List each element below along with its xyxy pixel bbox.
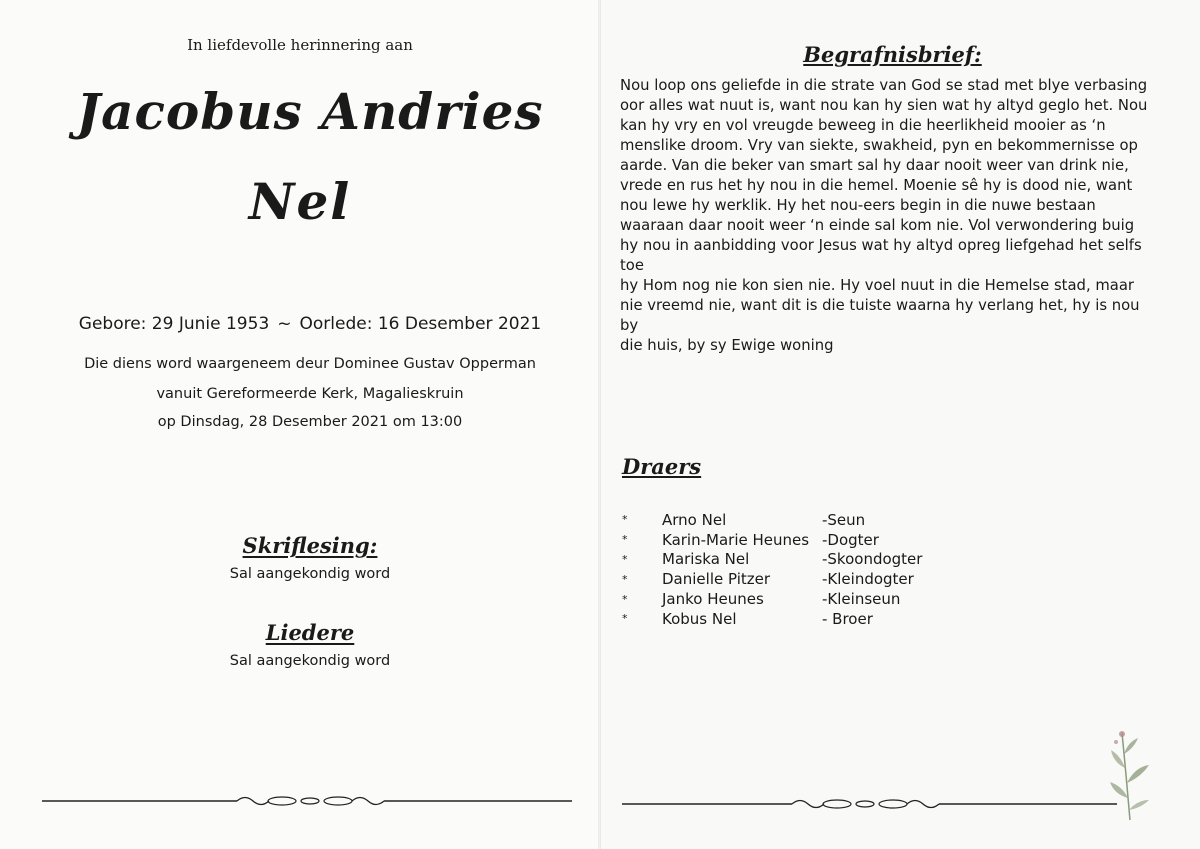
bearer-name: Arno Nel [662, 510, 727, 529]
bearer-name: Janko Heunes [662, 590, 764, 609]
deceased-surname: Nel [248, 172, 352, 231]
bearer-relation: -Kleindogter [822, 570, 914, 589]
list-item [618, 569, 922, 589]
service-church: vanuit Gereformeerde Kerk, Magalieskruin [156, 386, 464, 402]
list-item [618, 510, 922, 530]
service-officiant: Die diens word waargeneem deur Dominee Gustav Opperman [84, 356, 536, 372]
ornament-divider-left [42, 791, 572, 811]
letter-line: Nou loop ons geliefde in die strate van God se stad met blye verbasing [620, 77, 1148, 94]
letter-line: nie vreemd nie, want dit is die tuiste waarna hy verlang het, hy is nou by [620, 297, 1140, 334]
bullet: * [622, 513, 628, 527]
letter-line: kan hy vry en vol vreugde beweeg in die heerlikheid mooier as ‘n [620, 117, 1106, 134]
bearer-name: Karin-Marie Heunes [662, 530, 810, 549]
life-dates [0, 314, 620, 334]
funeral-letter [620, 76, 1155, 356]
deceased-first-names: Jacobus Andries [76, 82, 544, 141]
letter-heading: Begrafnisbrief: [803, 42, 982, 67]
list-item [618, 550, 922, 570]
scripture-value: Sal aangekondig word [229, 566, 391, 582]
bearer-relation: -Skoondogter [822, 550, 923, 569]
bearer-relation: -Dogter [822, 530, 879, 549]
bullet: * [622, 612, 628, 626]
service-datetime: op Dinsdag, 28 Desember 2021 om 13:00 [157, 414, 463, 430]
letter-line: waaraan daar nooit weer ‘n einde sal kom nie. Vol verwondering buig [620, 217, 1135, 234]
letter-line: die huis, by sy Ewige woning [620, 337, 834, 354]
letter-line: menslike droom. Vry van siekte, swakheid, pyn en bekommernisse op [620, 137, 1138, 154]
bearers-list [618, 510, 922, 629]
bearer-relation: -Kleinseun [822, 590, 901, 609]
dedication-text: In liefdevolle herinnering aan [187, 36, 413, 54]
bearer-name: Danielle Pitzer [662, 570, 771, 589]
bearer-name: Mariska Nel [662, 550, 750, 569]
ornament-divider-right [622, 794, 1117, 814]
list-item [618, 530, 922, 550]
letter-line: nou lewe hy werklik. Hy het nou-eers begin in die nuwe bestaan [620, 197, 1096, 214]
letter-line: oor alles wat nuut is, want nou kan hy sien wat hy altyd geglo het. Nou [620, 97, 1148, 114]
list-item [618, 609, 922, 629]
songs-value: Sal aangekondig word [229, 653, 391, 669]
birth-date: Gebore: 29 Junie 1953 [78, 314, 270, 334]
bearers-heading: Draers [622, 454, 702, 479]
letter-line: aarde. Van die beker van smart sal hy daar nooit weer van drink nie, [620, 157, 1129, 174]
bullet: * [622, 572, 628, 586]
bullet: * [622, 533, 628, 547]
bullet: * [622, 592, 628, 606]
date-separator: ~ [277, 314, 292, 334]
scripture-heading: Skriflesing: [242, 533, 378, 558]
bearer-relation: - Broer [822, 609, 873, 628]
songs-heading: Liedere [265, 620, 355, 645]
letter-line: vrede en rus het hy nou in die hemel. Moenie sê hy is dood nie, want [620, 177, 1133, 194]
list-item [618, 589, 922, 609]
letter-line: hy nou in aanbidding voor Jesus wat hy altyd opreg liefgehad het selfs toe [620, 237, 1142, 274]
letter-line: hy Hom nog nie kon sien nie. Hy voel nuut in die Hemelse stad, maar [620, 277, 1134, 294]
bearer-name: Kobus Nel [662, 609, 737, 628]
bearer-relation: -Seun [822, 510, 866, 529]
death-date: Oorlede: 16 Desember 2021 [299, 314, 542, 334]
bullet: * [622, 552, 628, 566]
